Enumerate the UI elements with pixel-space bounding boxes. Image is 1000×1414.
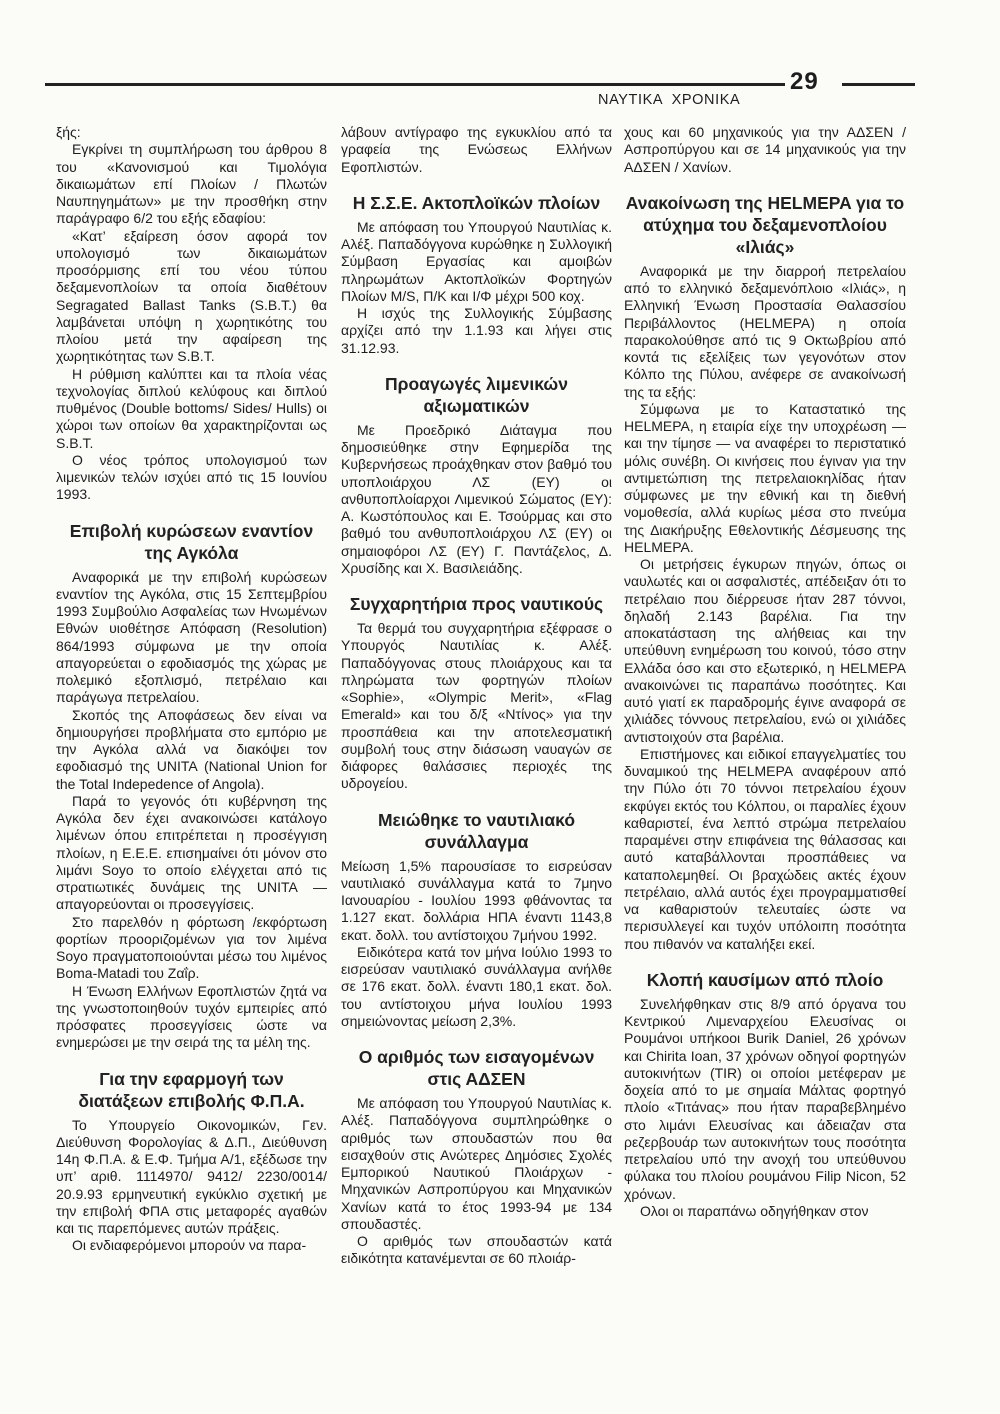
article-paragraph: Με Προεδρικό Διάταγμα που δημοσιεύθηκε στην Εφημερίδα της Κυβερνήσεως προάχθηκαν στον βαθμό του υποπλοιάρχου ΛΣ (ΕΥ) οι ανθυποπλοίαρχοι Λιμενικού Σώματος (ΕΥ): Α. Κωστόπουλος και Ε. Τσούρμας και στο βαθμό του ανθυποπλοιάρχου ΛΣ (ΕΥ) οι σημαιοφόροι ΛΣ (ΕΥ) Γ. Παντάζελος, Δ. Χρυσίδης και Χ. Βασιλειάδης.	[341, 421, 612, 576]
article-headline: Κλοπή καυσίμων από πλοίο	[646, 969, 884, 990]
column-2	[341, 124, 612, 1268]
article-headline: Επιβολή κυρώσεων εναντίον της Αγκόλα	[69, 520, 314, 563]
header-rule-right	[842, 83, 915, 86]
article-paragraph: Παρά το γεγονός ότι κυβέρνηση της Αγκόλα δεν έχει ανακοινώσει κατάλογο λιμένων όπου επιτρέπεται η προσέγγιση πλοίων, η Ε.Ε.Ε. επισημαίνει ότι μόνον στο λιμάνι Soyo το οποίο ελέγχεται από τις στρατιωτικές δυνάμεις της UNITA — απαγορεύονται οι προσεγγίσεις.	[56, 792, 327, 913]
article-paragraph: Οι ενδιαφερόμενοι μπορούν να παρα-	[72, 1237, 307, 1254]
article-paragraph: Η Ένωση Ελλήνων Εφοπλιστών ζητά να της γνωστοποιηθούν τυχόν εμπειρίες από πρόσφατες προσεγγίσεις ώστε να ενημερώσει με την σειρά της τα μέλη της.	[56, 982, 327, 1051]
article-headline: Ανακοίνωση της HELMEPA για το ατύχημα του δεξαμενοπλοίου «Ιλιάς»	[625, 192, 905, 257]
article-paragraph: λάβουν αντίγραφο της εγκυκλίου από τα γραφεία της Ενώσεως Ελλήνων Εφοπλιστών.	[341, 124, 612, 175]
article-paragraph: Σκοπός της Αποφάσεως δεν είναι να δημιουργήσει προβλήματα στο εμπόριο με την Αγκόλα αλλά να διακόψει τον εφοδιασμό της UNITA (National Union for the Total Indepedence of Angola).	[56, 706, 327, 792]
publication-title: ΝΑΥΤΙΚΑ ΧΡΟΝΙΚΑ	[598, 92, 741, 108]
article-paragraph: Μείωση 1,5% παρουσίασε το εισρεύσαν ναυτιλιακό συνάλλαγμα κατά το 7μηνο Ιανουαρίου - Ιουλίου 1993 φθάνοντας τα 1.127 εκατ. δολλάρια ΗΠΑ έναντι 1143,8 εκατ. δολλ. του αντίστοιχου 7μήνου 1992.	[341, 857, 612, 943]
column-1	[56, 124, 327, 1255]
article-paragraph: Με απόφαση του Υπουργού Ναυτιλίας κ. Αλέξ. Παπαδόγγονα κυρώθηκε η Συλλογική Σύμβαση Εργασίας και αμοιβών πληρωμάτων Ακτοπλοϊκών Φορτηγών Πλοίων M/S, Π/Κ και Ι/Φ μέχρι 500 κοχ.	[341, 218, 612, 304]
article-headline: Προαγωγές λιμενικών αξιωματικών	[385, 373, 568, 416]
article-headline: Για την εφαρμογή των διατάξεων επιβολής Φ.Π.Α.	[78, 1068, 305, 1111]
article-paragraph: Ο αριθμός των σπουδαστών κατά ειδικότητα κατανέμενται σε 60 πλοιάρ-	[341, 1233, 612, 1267]
page-number: 29	[790, 68, 819, 95]
article-paragraph: Επιστήμονες και ειδικοί επαγγελματίες του δυναμικού της HELMEPA αναφέρουν από την Πύλο ότι 70 τόννοι πετρελαίου έχουν εκφύγει εκτός του Κόλπου, οι παραλίες έχουν καθαριστεί, ένα λεπτό στρώμα πετρελαίου παραμένει στην επιφάνεια της θάλασσας και αυτό καταβάλλονται προσπάθειες να καταπολεμηθεί. Οι βραχώδεις ακτές έχουν πετρέλαιο, αλλά αυτός έχει προγραμματισθεί να καθαριστούν τελευταίες ώστε να περισυλλεγεί και τυχόν υπόλοιπη ποσότητα που πιθανόν να καταλήξει εκεί.	[624, 745, 906, 952]
article-paragraph: Με απόφαση του Υπουργού Ναυτιλίας κ. Αλέξ. Παπαδόγγονα συμπληρώθηκε ο αριθμός των σπουδαστών που θα εισαχθούν στις Ανώτερες Δημόσιες Σχολές Εμπορικού Ναυτικού Πλοιάρχων - Μηχανικών Ασπροπύργου και Μηχανικών Χανίων κατά το έτος 1993-94 με 134 σπουδαστές.	[341, 1095, 612, 1232]
article-paragraph: Ο νέος τρόπος υπολογισμού των λιμενικών τελών ισχύει από τις 15 Ιουνίου 1993.	[56, 451, 327, 503]
column-3	[624, 124, 906, 1220]
article-paragraph: Εγκρίνει τη συμπλήρωση του άρθρου 8 του «Κανονισμού και Τιμολόγια δικαιωμάτων επί Πλοίων / Πλωτών Ναυπηγημάτων» με την προσθήκη στην παράγραφο 6/2 του εξής εδαφίου:	[56, 141, 327, 227]
article-paragraph: Στο παρελθόν η φόρτωση /εκφόρτωση φορτίων προοριζομένων για τον λιμένα Soyo πραγματοποιούνται μέσω του λιμένος Boma-Matadi του Ζαΐρ.	[56, 913, 327, 982]
article-paragraph: Συνελήφθηκαν στις 8/9 από όργανα του Κεντρικού Λιμεναρχείου Ελευσίνας οι Ρουμάνοι υπήκοοι Burik Daniel, 26 χρόνων και Chirita Ioan, 37 χρόνων οδηγοί φορτηγών αυτοκινήτων (TIR) οι οποίοι μετέφεραν με δοχεία από το με σημαία Μάλτας φορτηγό πλοίο «Τιτάνας» που ήταν παραβεβλημένο στο λιμάνι Ελευσίνας και άδειαζαν στα ρεζερβουάρ των αυτοκινήτων τους ποσότητα πετρελαίου υπό την ανοχή του υπεύθυνου φύλακα του πλοίου ρουμάνου Filip Nicon, 52 χρόνων.	[624, 995, 906, 1202]
header-rule-left	[45, 83, 785, 86]
article-headline: Η Σ.Σ.Ε. Ακτοπλοϊκών πλοίων	[352, 192, 601, 213]
article-paragraph: «Κατ’ εξαίρεση όσον αφορά τον υπολογισμό των δικαιωμάτων προσόρμισης επί του νέου τύπου δεξαμενοπλοίων τα οποία διαθέτουν Segragated Ballast Tanks (S.B.T.) θα λαμβάνεται υπόψη η χωρητικότης του πλοίου μετά την αφαίρεση της χωρητικότητας των S.B.T.	[56, 227, 327, 365]
article-paragraph: Ειδικότερα κατά τον μήνα Ιούλιο 1993 το εισρεύσαν ναυτιλιακό συνάλλαγμα ανήλθε σε 176 εκατ. δολλ. έναντι 180,1 εκατ. δολ. του αντίστοιχου μήνα Ιουλίου 1993 σημειώνοντας μείωση 2,3%.	[341, 943, 612, 1029]
article-paragraph: Η ισχύς της Συλλογικής Σύμβασης αρχίζει από την 1.1.93 και λήγει στις 31.12.93.	[341, 305, 612, 356]
article-paragraph: Οι μετρήσεις έγκυρων πηγών, όπως οι ναυλωτές και οι ασφαλιστές, απέδειξαν ότι το πετρέλαιο που διέρρευσε ήταν 287 τόννοι, δηλαδή 2.143 βαρέλια. Για την αποκατάσταση της αλήθειας και την υπεύθυνη ενημέρωση του κοινού, τόσο στην Ελλάδα όσο και στο εξωτερικό, η HELMEPA ανακοινώνει τις παραπάνω ποσότητες. Και αυτό γιατί εκ παραδρομής έγινε αναφορά σε χιλιάδες τόννους πετρελαίου, ενώ οι χιλιάδες αντιστοιχούν στα βαρέλια.	[624, 556, 906, 745]
article-headline: Μειώθηκε το ναυτιλιακό συνάλλαγμα	[377, 809, 576, 852]
article-headline: Ο αριθμός των εισαγομένων στις ΑΔΣΕΝ	[358, 1047, 595, 1089]
article-paragraph: Αναφορικά με την διαρροή πετρελαίου από το ελληνικό δεξαμενόπλοιο «Ιλιάς», η Ελληνική Ένωση Προστασία Θαλασσίου Περιβάλλοντος (HELMEPA) η οποία παρακολούθησε από τις 9 Οκτωβρίου από κοντά τις εξελίξεις των γεγονότων στον Κόλπο της Πύλου, ανέφερε σε ανακοίνωσή της τα εξής:	[624, 262, 906, 400]
article-paragraph: Η ρύθμιση καλύπτει και τα πλοία νέας τεχνολογίας διπλού κελύφους και διπλού πυθμένος (Double bottoms/ Sides/ Hulls) οι χώροι των οποίων θα χαρακτηρίζονται ως S.B.T.	[56, 365, 327, 451]
article-paragraph: Ολοι οι παραπάνω οδηγήθηκαν στον	[640, 1202, 869, 1219]
article-paragraph: Τα θερμά του συγχαρητήρια εξέφρασε ο Υπουργός Ναυτιλίας κ. Αλέξ. Παπαδόγγονας στους πλοιάρχους και τα πληρώματα των φορτηγών πλοίων «Sophie», «Olympic Merit», «Flag Emerald» και του δ/ξ «Ντίνος» για την προσπάθεια και την αποτελεσματική συμβολή τους στην διάσωση ναυαγών σε διάφορες θαλάσσιες περιοχές της υδρογείου.	[341, 620, 612, 792]
article-paragraph: Το Υπουργείο Οικονομικών, Γεν. Διεύθυνση Φορολογίας & Δ.Π., Διεύθυνση 14η Φ.Π.Α. & Ε.Φ. Τμήμα Α/1, εξέδωσε την υπ’ αριθ. 1114970/ 9412/ 2230/0014/ 20.9.93 ερμηνευτική εγκύκλιο σχετική με την επιβολή ΦΠΑ στις μεταφορές αγαθών και τις παρεπόμενες αυτών πράξεις.	[56, 1116, 327, 1236]
article-headline: Συγχαρητήρια προς ναυτικούς	[349, 594, 604, 614]
article-paragraph: Αναφορικά με την επιβολή κυρώσεων εναντίον της Αγκόλα, στις 15 Σεπτεμβρίου 1993 Συμβούλιο Ασφαλείας των Ηνωμένων Εθνών υιοθέτησε Απόφαση (Resolution) 864/1993 σύμφωνα με την οποία απαγορεύεται ο εφοδιασμός της χώρας με πολεμικό εξοπλισμό, πετρέλαιο και παράγωγα πετρελαίου.	[56, 568, 327, 706]
article-paragraph: χους και 60 μηχανικούς για την ΑΔΣΕΝ /Ασπροπύργου και σε 14 μηχανικούς για την ΑΔΣΕΝ / Χανίων.	[624, 124, 906, 175]
article-paragraph: ξής:	[56, 124, 81, 140]
article-paragraph: Σύμφωνα με το Καταστατικό της HELMEPA, η εταιρία είχε την υποχρέωση — και την τίμησε — να αναφέρει το περιστατικό μόλις συνέβη. Οι κινήσεις που έγιναν για την αντιμετώπιση της πετρελαιοκηλίδας ήταν σύμφωνες με την εθνική και τη διεθνή νομοθεσία, αλλά κυρίως μέσα στο πνεύμα της Διακήρυξης Εθελοντικής Δέσμευσης της HELMEPA.	[624, 400, 906, 555]
